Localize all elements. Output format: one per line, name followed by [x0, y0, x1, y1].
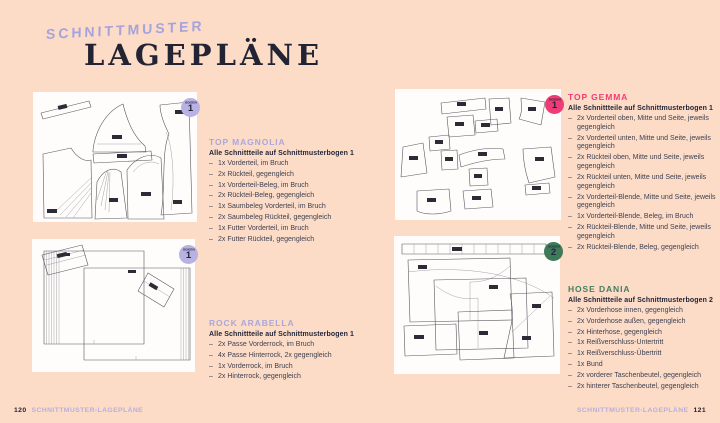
sheet-badge-number: 1 [187, 103, 194, 115]
sheet-badge-dania [544, 242, 563, 261]
pattern-piece-item: – 2x Rückteil-Blende, Beleg, gegengleich [568, 243, 699, 251]
sheet-badge-number: 1 [551, 100, 558, 112]
page-number-right: 121 [693, 407, 706, 414]
pattern-piece-item: – 2x Vorderteil-Blende, Mitte und Seite, jeweils gegengleich [568, 193, 716, 210]
pattern-piece-item: – 4x Passe Hinterrock, 2x gegengleich [209, 351, 332, 359]
pattern-piece-item: – 1x Reißverschluss-Untertritt [568, 339, 664, 347]
pattern-piece-item: – 2x Hinterhose, gegengleich [568, 328, 662, 336]
pattern-piece-item: – 1x Futter Vorderteil, im Bruch [209, 224, 309, 232]
pattern-diagram-gemma [395, 89, 561, 220]
section-subheading: Alle Schnittteile auf Schnittmusterbogen 2 [568, 297, 713, 304]
sheet-badge-arabella [179, 245, 198, 264]
pattern-piece-item: – 2x Passe Vorderrock, im Bruch [209, 341, 315, 348]
lageplan-panel-dania [394, 236, 560, 374]
sheet-badge-magnolia [181, 98, 200, 117]
pattern-piece-item: – 1x Reißverschluss-Übertritt [568, 350, 662, 358]
pattern-piece-item: – 2x Vorderhose außen, gegengleich [568, 317, 686, 325]
pattern-piece-item: – 1x Vorderteil-Blende, Beleg, im Bruch [568, 213, 694, 221]
pattern-piece-list [209, 341, 361, 382]
sheet-badge-label: BOGEN [548, 98, 561, 102]
footer-label-left: SCHNITTMUSTER-LAGEPLÄNE [31, 407, 144, 414]
pattern-piece-item: – 1x Vorderrock, im Bruch [209, 362, 293, 370]
sheet-badge-label: BOGEN [184, 101, 197, 105]
sheet-badge-label: BOGEN [182, 248, 195, 252]
pattern-piece-item: – 2x Vorderteil unten, Mitte und Seite, jeweils gegengleich [568, 134, 711, 151]
section-heading: ROCK ARABELLA [209, 318, 295, 328]
footer-right [577, 407, 706, 414]
pattern-piece-item: – 2x Rückteil unten, Mitte und Seite, jeweils gegengleich [568, 173, 707, 190]
page-title: LAGEPLÄNE [84, 38, 324, 72]
pattern-piece-item: – 2x Rückteil-Blende, Mitte und Seite, jeweils gegengleich [568, 223, 711, 240]
page-number-left: 120 [14, 407, 27, 414]
pattern-piece-item: – 2x Vorderhose innen, gegengleich [568, 307, 683, 314]
pattern-piece-item: – 2x Rückteil oben, Mitte und Seite, jeweils gegengleich [568, 154, 705, 171]
pattern-piece-item: – 2x Futter Rückteil, gegengleich [209, 235, 315, 243]
pattern-piece-item: – 2x hinterer Taschenbeutel, gegengleich [568, 382, 699, 390]
pattern-piece-item: – 2x Rückteil-Beleg, gegengleich [209, 192, 315, 200]
section-subheading: Alle Schnittteile auf Schnittmusterbogen 1 [209, 331, 354, 338]
pattern-diagram-arabella [32, 239, 195, 372]
pattern-piece-item: – 1x Vorderteil-Beleg, im Bruch [209, 181, 309, 189]
pattern-piece-item: – 1x Vorderteil, im Bruch [209, 160, 289, 167]
sheet-badge-number: 2 [550, 247, 557, 259]
pattern-piece-item: – 1x Bund [568, 361, 603, 369]
section-heading: HOSE DANIA [568, 284, 631, 294]
pattern-piece-item: – 2x Rückteil, gegengleich [209, 170, 294, 178]
pattern-piece-item: – 1x Saumbeleg Vorderteil, im Bruch [209, 203, 326, 211]
section-heading: TOP GEMMA [568, 92, 629, 102]
footer-left [14, 407, 143, 414]
pattern-piece-item: – 2x vorderer Taschenbeutel, gegengleich [568, 371, 702, 379]
pattern-piece-list [568, 115, 717, 252]
section-heading: TOP MAGNOLIA [209, 137, 286, 147]
section-subheading: Alle Schnittteile auf Schnittmusterbogen 1 [568, 105, 713, 112]
sheet-badge-number: 1 [185, 250, 192, 262]
section-hose-dania [568, 284, 717, 394]
footer-label-right: SCHNITTMUSTER-LAGEPLÄNE [576, 407, 689, 414]
sheet-badge-gemma [545, 95, 564, 114]
pattern-piece-list [209, 160, 361, 245]
sheet-badge-label: BOGEN [547, 245, 560, 249]
lageplan-panel-magnolia [33, 92, 197, 222]
section-subheading: Alle Schnittteile auf Schnittmusterbogen 1 [209, 150, 354, 157]
pattern-piece-item: – 2x Hinterrock, gegengleich [209, 373, 301, 381]
lageplan-panel-arabella [32, 239, 195, 372]
section-top-magnolia [209, 137, 361, 247]
pattern-diagram-magnolia [33, 92, 197, 222]
section-top-gemma [568, 92, 717, 254]
title-script: SCHNITTMUSTER [45, 17, 205, 43]
section-rock-arabella [209, 318, 361, 384]
lageplan-panel-gemma [395, 89, 561, 220]
pattern-diagram-dania [394, 236, 560, 374]
pattern-piece-list [568, 307, 717, 392]
pattern-piece-item: – 2x Saumbeleg Rückteil, gegengleich [209, 214, 332, 222]
pattern-piece-item: – 2x Vorderteil oben, Mitte und Seite, jeweils gegengleich [568, 115, 709, 131]
